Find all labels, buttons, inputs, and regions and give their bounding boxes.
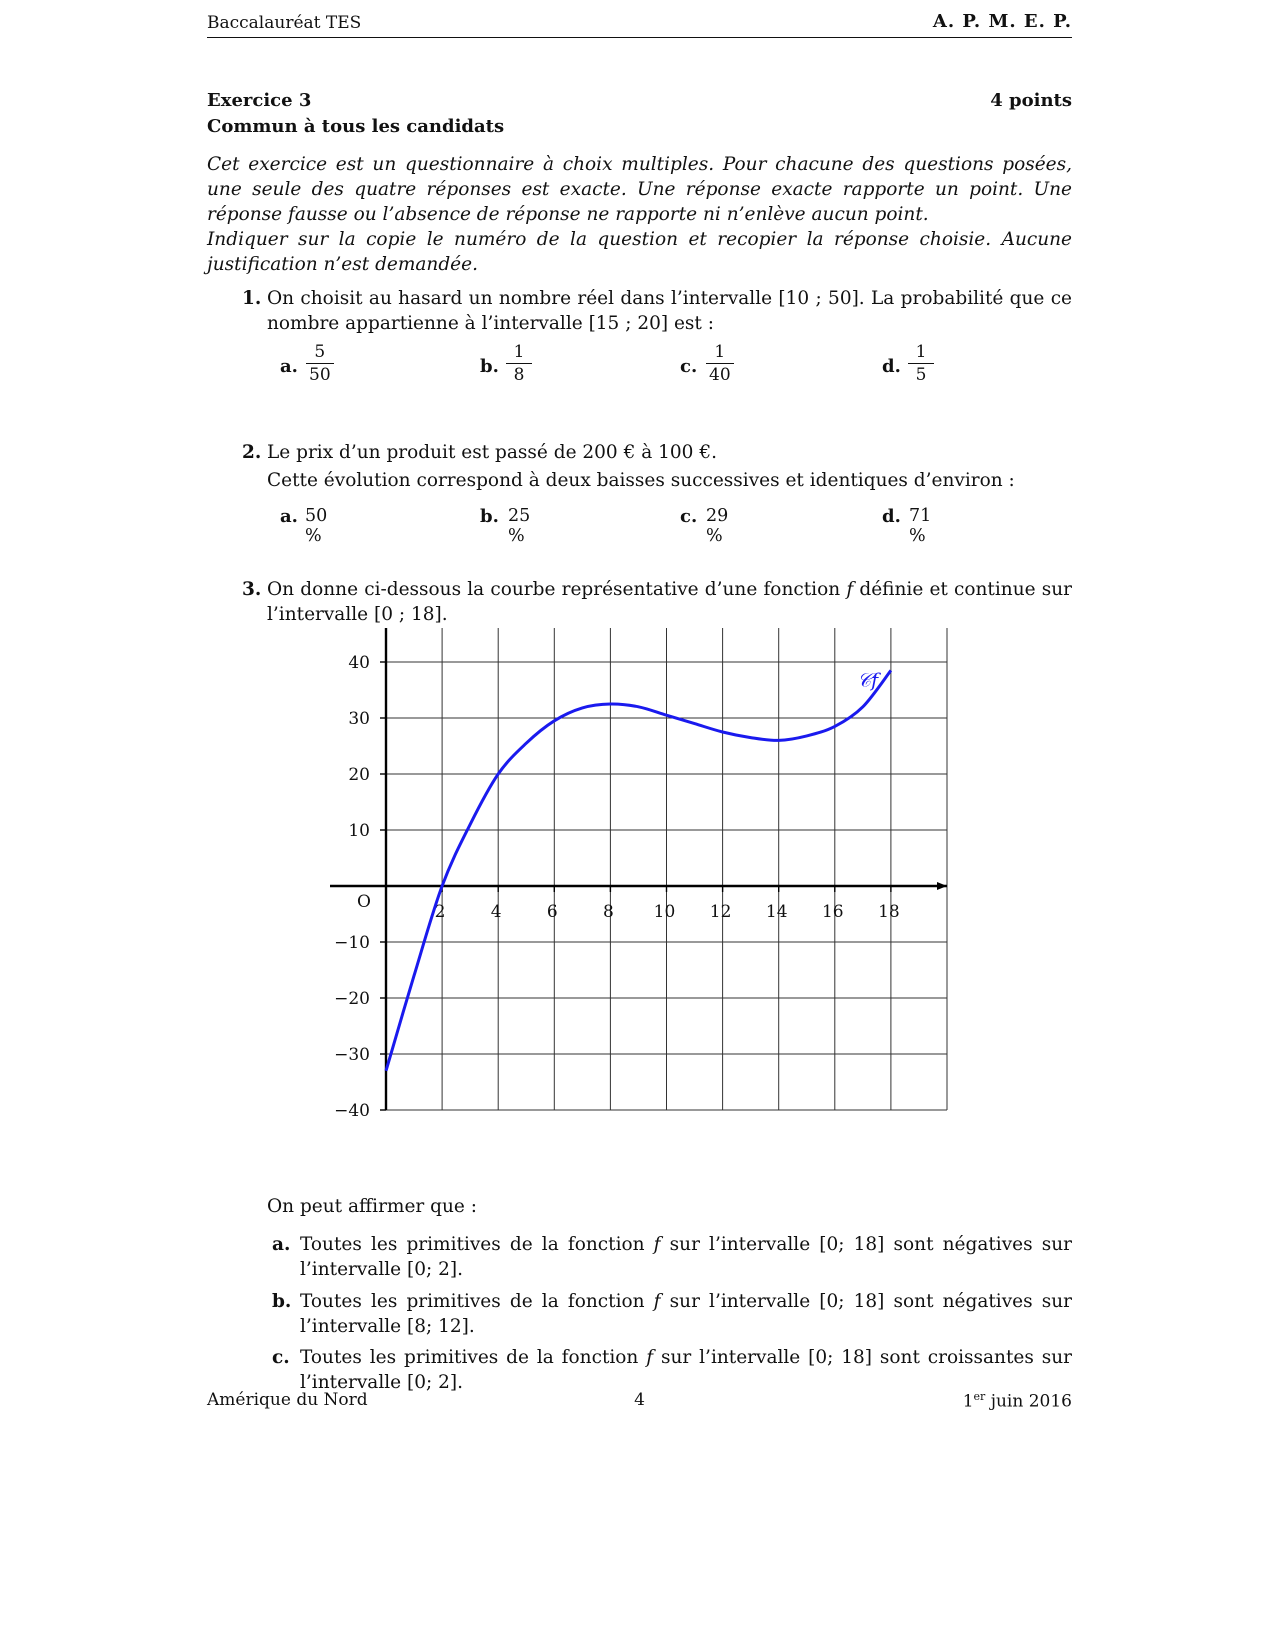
y-tick-label: 10 bbox=[348, 821, 370, 841]
option-pre: Toutes les primitives de la fonction bbox=[300, 1234, 654, 1255]
y-tick-label: 40 bbox=[348, 653, 370, 673]
option-text bbox=[300, 1289, 1072, 1339]
numerator: 5 bbox=[314, 342, 326, 362]
option-post: sur l’intervalle [0; 18] sont négatives sur l’intervalle [8; 12]. bbox=[300, 1291, 1072, 1337]
numerator: 1 bbox=[915, 342, 927, 362]
option-label: b. bbox=[272, 1291, 292, 1312]
option-pre: Toutes les primitives de la fonction bbox=[300, 1291, 654, 1312]
option-a bbox=[272, 1232, 1072, 1282]
x-axis-arrow bbox=[937, 882, 947, 890]
choice-label: d. bbox=[882, 356, 901, 377]
function-graph bbox=[327, 628, 1007, 1168]
option-post: sur l’intervalle [0; 18] sont négatives sur l’intervalle [0; 2]. bbox=[300, 1234, 1072, 1280]
choice-text: 71 % bbox=[909, 506, 932, 546]
conclusion-text: On peut affirmer que : bbox=[267, 1196, 477, 1217]
curve-label: 𝒞f bbox=[857, 669, 879, 692]
function-name: f bbox=[646, 1347, 654, 1368]
choice-text: 50 % bbox=[305, 506, 328, 546]
option-label: a. bbox=[272, 1234, 291, 1255]
exercise-subtitle: Commun à tous les candidats bbox=[207, 116, 505, 137]
header-left: Baccalauréat TES bbox=[207, 13, 362, 33]
denominator: 40 bbox=[706, 363, 734, 386]
x-tick-label: 4 bbox=[490, 902, 502, 922]
choice-label: a. bbox=[280, 356, 298, 377]
y-tick-label: 30 bbox=[348, 709, 370, 729]
function-name: f bbox=[653, 1291, 661, 1312]
numerator: 1 bbox=[513, 342, 525, 362]
choice-fraction bbox=[306, 341, 334, 386]
q1-choices bbox=[280, 343, 1080, 393]
choice-text: 29 % bbox=[706, 506, 729, 546]
question-line-1: Le prix d’un produit est passé de 200 € à 100 €. bbox=[267, 442, 717, 463]
curve-f bbox=[386, 670, 891, 1070]
question-1 bbox=[242, 286, 1072, 336]
choice-label: b. bbox=[480, 356, 499, 377]
option-b bbox=[272, 1289, 1072, 1339]
footer-left: Amérique du Nord bbox=[207, 1390, 368, 1410]
choice-fraction bbox=[506, 341, 532, 386]
text-after: définie et continue sur l’intervalle [0 ; 18]. bbox=[267, 579, 1072, 625]
choice-label: c. bbox=[680, 506, 698, 527]
header-right: A. P. M. E. P. bbox=[932, 11, 1072, 32]
option-c bbox=[272, 1345, 1072, 1395]
numerator: 1 bbox=[714, 342, 726, 362]
x-tick-label: 10 bbox=[653, 902, 676, 922]
option-post: sur l’intervalle [0; 18] sont croissantes sur l’intervalle [0; 2]. bbox=[300, 1347, 1072, 1393]
choice-text: 25 % bbox=[508, 506, 531, 546]
x-tick-label: 18 bbox=[878, 902, 900, 922]
option-pre: Toutes les primitives de la fonction bbox=[300, 1347, 647, 1368]
choice-fraction bbox=[908, 341, 934, 386]
denominator: 8 bbox=[506, 363, 532, 386]
choice-label: d. bbox=[882, 506, 901, 527]
y-tick-label: −10 bbox=[334, 933, 370, 953]
option-label: c. bbox=[272, 1347, 290, 1368]
x-tick-label: 8 bbox=[602, 902, 614, 922]
choice-label: c. bbox=[680, 356, 698, 377]
intro-paragraph-1: Cet exercice est un questionnaire à choix multiples. Pour chacune des questions posées, une seule des quatre réponses est exacte. Une réponse exacte rapporte un point. Une réponse fausse ou l’absence de réponse ne rapporte ni n’enlève aucun point. bbox=[207, 154, 1072, 225]
exercise-intro bbox=[207, 152, 1072, 277]
x-tick-label: 12 bbox=[709, 902, 732, 922]
x-tick-label: 14 bbox=[765, 902, 788, 922]
y-tick-label: −20 bbox=[334, 989, 370, 1009]
question-line-2: Cette évolution correspond à deux baisses successives et identiques d’environ : bbox=[267, 470, 1015, 491]
choice-label: a. bbox=[280, 506, 298, 527]
conclusion-line bbox=[242, 1194, 1072, 1219]
denominator: 5 bbox=[908, 363, 934, 386]
y-tick-label: −30 bbox=[334, 1045, 370, 1065]
x-tick-label: 16 bbox=[821, 902, 844, 922]
question-number: 1. bbox=[242, 288, 262, 309]
origin-label: O bbox=[357, 892, 371, 912]
question-text bbox=[267, 577, 1072, 627]
date-rest: juin 2016 bbox=[985, 1391, 1072, 1412]
denominator: 50 bbox=[306, 363, 334, 386]
exercise-heading bbox=[207, 90, 1072, 137]
date-sup: er bbox=[973, 1390, 986, 1403]
question-number: 3. bbox=[242, 579, 262, 600]
question-3 bbox=[242, 577, 1072, 627]
function-name: f bbox=[653, 1234, 661, 1255]
question-text: On choisit au hasard un nombre réel dans l’intervalle [10 ; 50]. La probabilité que ce nombre appartienne à l’intervalle [15 ; 20] est : bbox=[267, 288, 1072, 334]
option-text bbox=[300, 1232, 1072, 1282]
q2-choices bbox=[280, 506, 1080, 546]
page-header bbox=[207, 11, 1072, 38]
x-tick-label: 2 bbox=[434, 902, 446, 922]
text-before: On donne ci-dessous la courbe représentative d’une fonction bbox=[267, 579, 847, 600]
page-number: 4 bbox=[634, 1390, 645, 1410]
choice-label: b. bbox=[480, 506, 499, 527]
question-number: 2. bbox=[242, 442, 262, 463]
exercise-title: Exercice 3 bbox=[207, 90, 312, 111]
exercise-points: 4 points bbox=[990, 90, 1072, 111]
choice-fraction bbox=[706, 341, 734, 386]
option-text bbox=[300, 1345, 1072, 1395]
x-tick-label: 6 bbox=[546, 902, 558, 922]
y-tick-label: 20 bbox=[348, 765, 370, 785]
date-day: 1 bbox=[962, 1391, 974, 1412]
intro-paragraph-2: Indiquer sur la copie le numéro de la question et recopier la réponse choisie. Aucune justification n’est demandée. bbox=[207, 229, 1072, 275]
footer-date bbox=[963, 1390, 1072, 1412]
y-tick-label: −40 bbox=[334, 1101, 370, 1121]
function-name: f bbox=[846, 579, 854, 600]
question-2 bbox=[242, 440, 1072, 493]
